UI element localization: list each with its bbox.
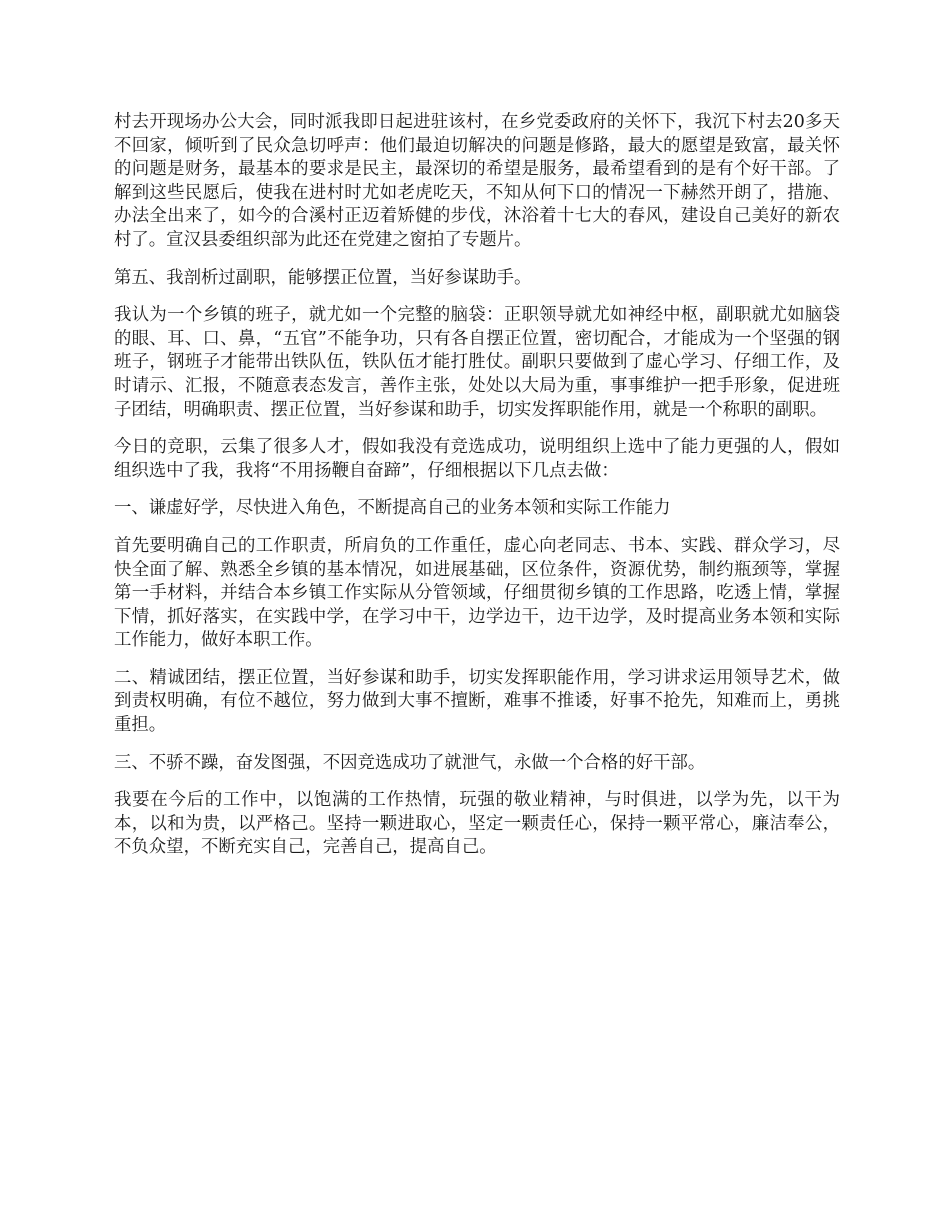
- paragraph-fifth-point: 第五、我剖析过副职，能够摆正位置，当好参谋助手。: [114, 267, 532, 288]
- paragraph-deputy-role: 我认为一个乡镇的班子，就尤如一个完整的脑袋：正职领导就尤如神经中枢，副职就尤如脑袋的眼、耳、口、鼻，“五官”不能争功，只有各自摆正位置，密切配合，才能成为一个坚强的钢班子，钢班子才能带出铁队伍，铁队伍才能打胜仗。副职只要做到了虚心学习、仔细工作，及时请示、汇报，不随意表态发言，善作主张，处处以大局为重，事事维护一把手形象，促进班子团结，明确职责、摆正位置，当好参谋和助手，切实发挥职能作用，就是一个称职的副职。: [114, 305, 840, 420]
- document-body: [114, 111, 840, 874]
- paragraph-point-two: 二、精诚团结，摆正位置，当好参谋和助手，切实发挥职能作用，学习讲求运用领导艺术，做到责权明确，有位不越位，努力做到大事不擅断，难事不推诿，好事不抢先，知难而上，勇挑重担。: [114, 667, 840, 736]
- paragraph-point-three: 三、不骄不躁，奋发图强，不因竞选成功了就泄气，永做一个合格的好干部。: [114, 752, 706, 773]
- paragraph-point-one-body: 首先要明确自己的工作职责，所肩负的工作重任，虚心向老同志、书本、实践、群众学习，尽快全面了解、熟悉全乡镇的基本情况，如进展基础，区位条件，资源优势，制约瓶颈等，掌握第一手材料，并结合本乡镇工作实际从分管领域，仔细贯彻乡镇的工作思路，吃透上情，掌握下情，抓好落实，在实践中学，在学习中干，边学边干，边干边学，及时提高业务本领和实际工作能力，做好本职工作。: [114, 535, 840, 651]
- paragraph-village-work: 村去开现场办公大会，同时派我即日起进驻该村，在乡党委政府的关怀下，我沉下村去20多天不回家，倾听到了民众急切呼声：他们最迫切解决的问题是修路，最大的愿望是致富，最关怀的问题是财务，最基本的要求是民主，最深切的希望是服务，最希望看到的是有个好干部。了解到这些民愿后，使我在进村时尤如老虎吃天，不知从何下口的情况一下赫然开朗了，措施、办法全出来了，如今的合溪村正迈着矫健的步伐，沐浴着十七大的春风，建设自己美好的新农村了。宣汉县委组织部为此还在党建之窗拍了专题片。: [114, 112, 840, 250]
- paragraph-point-one-heading: 一、谦虚好学，尽快进入角色，不断提高自己的业务本领和实际工作能力: [114, 498, 671, 519]
- paragraph-competition: 今日的竞职，云集了很多人才，假如我没有竞选成功，说明组织上选中了能力更强的人，假如组织选中了我，我将“不用扬鞭自奋蹄”，仔细根据以下几点去做：: [114, 437, 840, 481]
- paragraph-closing: 我要在今后的工作中，以饱满的工作热情，玩强的敬业精神，与时俱进，以学为先，以干为本，以和为贵，以严格己。坚持一颗进取心，坚定一颗责任心，保持一颗平常心，廉洁奉公，不负众望，不断充实自己，完善自己，提高自己。: [114, 790, 840, 858]
